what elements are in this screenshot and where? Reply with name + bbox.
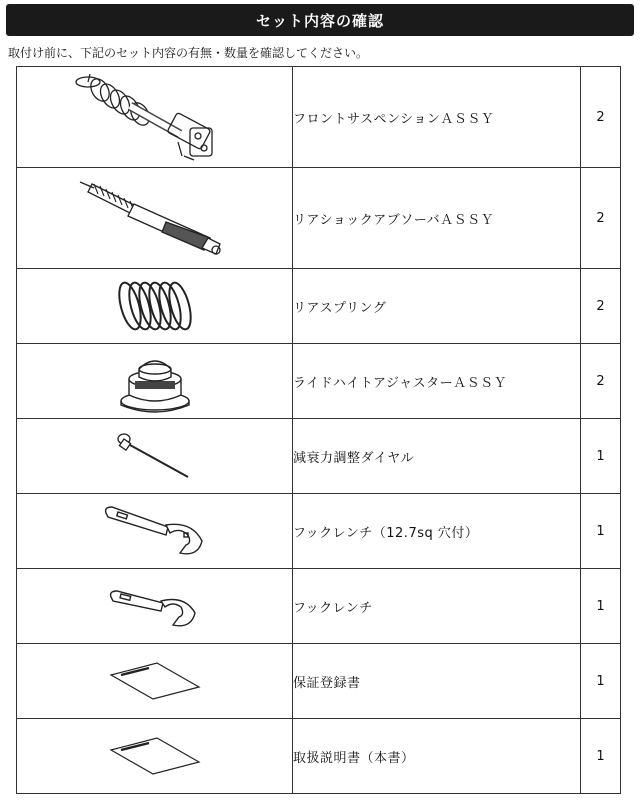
item-image-cell [17,719,293,794]
item-qty: 1 [581,569,621,644]
item-qty: 2 [581,67,621,168]
item-name: リアスプリング [293,269,581,344]
item-name: フロントサスペンションＡＳＳＹ [293,67,581,168]
front-suspension-icon [70,70,240,165]
item-image-cell [17,269,293,344]
item-qty: 1 [581,719,621,794]
item-image-cell [17,67,293,168]
item-qty: 1 [581,494,621,569]
item-qty: 1 [581,644,621,719]
intro-text: 取付け前に、下記のセット内容の有無・数量を確認してください。 [8,46,369,60]
item-image-cell [17,419,293,494]
item-name: 保証登録書 [293,644,581,719]
ride-height-adjuster-icon [115,349,195,413]
item-image-cell [17,494,293,569]
item-image-cell [17,569,293,644]
item-image-cell [17,644,293,719]
table-row [17,494,621,569]
hook-wrench-icon [105,581,205,631]
item-name: 減衰力調整ダイヤル [293,419,581,494]
table-row [17,67,621,168]
manual-icon [105,732,205,780]
hook-wrench-hole-icon [100,503,210,559]
rear-spring-icon [110,275,200,337]
item-qty: 2 [581,269,621,344]
damping-dial-icon [110,429,200,483]
item-image-cell [17,344,293,419]
table-row [17,168,621,269]
section-title [6,4,634,36]
item-qty: 1 [581,419,621,494]
item-name: ライドハイトアジャスターＡＳＳＹ [293,344,581,419]
item-qty: 2 [581,168,621,269]
item-image-cell [17,168,293,269]
table-row [17,419,621,494]
item-name: 取扱説明書（本書） [293,719,581,794]
table-row [17,344,621,419]
table-row [17,644,621,719]
table-row [17,569,621,644]
table-row [17,719,621,794]
section-title-text: セット内容の確認 [255,11,384,30]
item-name: フックレンチ（12.7sq 穴付） [293,494,581,569]
item-name: リアショックアブソーバＡＳＳＹ [293,168,581,269]
warranty-card-icon [105,657,205,705]
rear-shock-absorber-icon [70,172,240,264]
item-name: フックレンチ [293,569,581,644]
item-qty: 2 [581,344,621,419]
table-row [17,269,621,344]
parts-table [16,66,621,794]
